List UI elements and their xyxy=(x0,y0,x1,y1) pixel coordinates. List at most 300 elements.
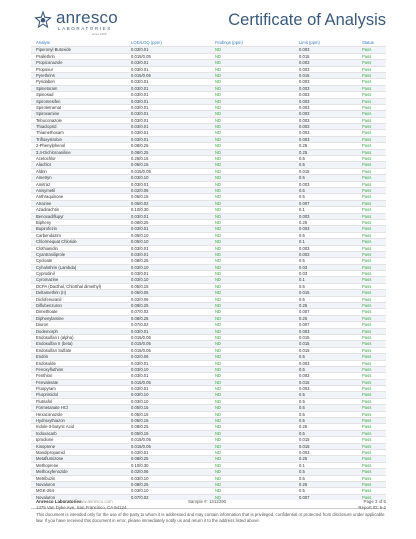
cell-analyte: Acetochlor xyxy=(36,156,56,162)
cell-analyte: Methoxyfenozide xyxy=(36,469,68,475)
cell-status: Pass xyxy=(362,194,372,200)
cell-status: Pass xyxy=(362,136,372,142)
cell-status: Pass xyxy=(362,328,372,334)
cell-analyte: Novaluron xyxy=(36,481,56,487)
cell-findings: ND xyxy=(215,130,222,136)
cell-findings: ND xyxy=(215,53,222,59)
cell-lod-loq: 0.03/0.10 xyxy=(131,488,149,494)
cell-limit: 0.003 xyxy=(299,360,310,366)
cell-status: Pass xyxy=(362,149,372,155)
cell-analyte: Metaflumizone xyxy=(36,456,64,462)
cell-limit: 0.007 xyxy=(299,322,310,328)
cell-status: Pass xyxy=(362,117,372,123)
cell-limit: 0.003 xyxy=(299,117,310,123)
cell-limit: 0.5 xyxy=(299,187,305,193)
cell-status: Pass xyxy=(362,251,372,257)
cell-lod-loq: 0.015/0.05 xyxy=(131,168,151,174)
cell-status: Pass xyxy=(362,360,372,366)
cell-analyte: Anthraquinone xyxy=(36,194,64,200)
cell-analyte: Spinosad xyxy=(36,92,54,98)
cell-status: Pass xyxy=(362,392,372,398)
cell-lod-loq: 0.03/0.01 xyxy=(131,98,149,104)
cell-analyte: Indole-3-butyric Acid xyxy=(36,424,74,430)
cell-lod-loq: 0.03/0.01 xyxy=(131,271,149,277)
cell-analyte: Endosulfan Sulfate xyxy=(36,347,72,353)
cell-analyte: Hydroxythiazon xyxy=(36,418,65,424)
cell-findings: ND xyxy=(215,162,222,168)
cell-limit: 0.25 xyxy=(299,143,308,149)
cell-status: Pass xyxy=(362,85,372,91)
cell-limit: 0.003 xyxy=(299,181,310,187)
cell-status: Pass xyxy=(362,232,372,238)
cell-analyte: Chlormequat Chloride xyxy=(36,239,77,245)
cell-analyte: Cyhalothrin (Lambda) xyxy=(36,264,77,270)
cell-analyte: Iprodione xyxy=(36,437,54,443)
cell-status: Pass xyxy=(362,494,372,500)
cell-limit: 0.015 xyxy=(299,437,310,443)
cell-status: Pass xyxy=(362,398,372,404)
cell-analyte: Propoxur xyxy=(36,66,53,72)
cell-findings: ND xyxy=(215,124,222,130)
document-title: Certificate of Analysis xyxy=(228,11,386,29)
cell-status: Pass xyxy=(362,290,372,296)
cell-lod-loq: 0.07/0.02 xyxy=(131,322,149,328)
cell-lod-loq: 0.02/0.06 xyxy=(131,469,149,475)
cell-findings: ND xyxy=(215,251,222,257)
cell-findings: ND xyxy=(215,475,222,481)
cell-findings: ND xyxy=(215,424,222,430)
footer-address: 1375 Van Dyke Ave, San Francisco, CA 94124 xyxy=(36,505,127,510)
cell-lod-loq: 0.03/0.01 xyxy=(131,213,149,219)
cell-lod-loq: 0.03/0.01 xyxy=(131,328,149,334)
cell-limit: 0.5 xyxy=(299,392,305,398)
cell-lod-loq: 0.05/0.15 xyxy=(131,283,149,289)
cell-findings: ND xyxy=(215,149,222,155)
cell-status: Pass xyxy=(362,181,372,187)
cell-analyte: Atrazine xyxy=(36,200,52,206)
cell-findings: ND xyxy=(215,219,222,225)
cell-lod-loq: 0.05/0.02 xyxy=(131,200,149,206)
cell-lod-loq: 0.015/0.05 xyxy=(131,72,151,78)
cell-findings: ND xyxy=(215,437,222,443)
cell-lod-loq: 0.07/0.02 xyxy=(131,494,149,500)
cell-status: Pass xyxy=(362,187,372,193)
cell-lod-loq: 0.08/0.25 xyxy=(131,424,149,430)
cell-findings: ND xyxy=(215,379,222,385)
cell-lod-loq: 0.05/0.05 xyxy=(131,290,149,296)
cell-status: Pass xyxy=(362,175,372,181)
cell-limit: 0.5 xyxy=(299,232,305,238)
cell-status: Pass xyxy=(362,162,372,168)
cell-lod-loq: 0.015/0.05 xyxy=(131,334,151,340)
cell-status: Pass xyxy=(362,226,372,232)
cell-lod-loq: 0.07/0.02 xyxy=(131,309,149,315)
cell-findings: ND xyxy=(215,296,222,302)
cell-analyte: Amitraz xyxy=(36,181,51,187)
cell-status: Pass xyxy=(362,245,372,251)
cell-status: Pass xyxy=(362,53,372,59)
cell-status: Pass xyxy=(362,411,372,417)
cell-findings: ND xyxy=(215,411,222,417)
cell-limit: 0.5 xyxy=(299,283,305,289)
cell-analyte: Benoxadiflupyr xyxy=(36,213,64,219)
cell-limit: 0.003 xyxy=(299,60,310,66)
cell-analyte: Pyridaben xyxy=(36,79,55,85)
cell-lod-loq: 0.015/0.05 xyxy=(131,379,151,385)
cell-lod-loq: 0.03/0.10 xyxy=(131,277,149,283)
cell-analyte: Flurprimidol xyxy=(36,392,58,398)
cell-findings: ND xyxy=(215,366,222,372)
column-header-findings: Findings (ppm) xyxy=(215,40,243,45)
cell-findings: ND xyxy=(215,168,222,174)
cell-findings: ND xyxy=(215,175,222,181)
cell-status: Pass xyxy=(362,143,372,149)
cell-status: Pass xyxy=(362,430,372,436)
cell-status: Pass xyxy=(362,373,372,379)
cell-analyte: Methoprene xyxy=(36,462,59,468)
cell-limit: 0.003 xyxy=(299,251,310,257)
cell-findings: ND xyxy=(215,232,222,238)
footer-sample-number: Sample #: 1312290 xyxy=(188,499,227,504)
cell-lod-loq: 0.03/0.01 xyxy=(131,117,149,123)
cell-limit: 0.5 xyxy=(299,296,305,302)
cell-findings: ND xyxy=(215,271,222,277)
cell-limit: 0.015 xyxy=(299,379,310,385)
cell-analyte: Azadirachtin xyxy=(36,207,60,213)
cell-status: Pass xyxy=(362,104,372,110)
cell-analyte: Prallethrin xyxy=(36,53,55,59)
cell-limit: 0.5 xyxy=(299,405,305,411)
cell-status: Pass xyxy=(362,379,372,385)
cell-limit: 0.003 xyxy=(299,328,310,334)
cell-status: Pass xyxy=(362,296,372,302)
cell-limit: 0.015 xyxy=(299,341,310,347)
cell-lod-loq: 0.03/0.01 xyxy=(131,111,149,117)
cell-lod-loq: 0.05/0.10 xyxy=(131,232,149,238)
cell-lod-loq: 0.08/0.25 xyxy=(131,456,149,462)
cell-limit: 0.003 xyxy=(299,450,310,455)
cell-analyte: Endosulfan I (alpha) xyxy=(36,334,74,340)
cell-findings: ND xyxy=(215,430,222,436)
cell-limit: 0.015 xyxy=(299,347,310,353)
cell-analyte: Tebuconazole xyxy=(36,117,62,123)
cell-lod-loq: 0.08/0.25 xyxy=(131,219,149,225)
cell-analyte: Diuron xyxy=(36,322,49,328)
cell-lod-loq: 0.015/0.05 xyxy=(131,437,151,443)
cell-status: Pass xyxy=(362,469,372,475)
cell-status: Pass xyxy=(362,315,372,321)
cell-analyte: Cyprodinil xyxy=(36,271,55,277)
cell-lod-loq: 0.03/0.01 xyxy=(131,251,149,257)
cell-limit: 0.5 xyxy=(299,258,305,264)
cell-status: Pass xyxy=(362,418,372,424)
cell-lod-loq: 0.03/0.01 xyxy=(131,181,149,187)
cell-findings: ND xyxy=(215,156,222,162)
cell-limit: 0.003 xyxy=(299,66,310,72)
cell-analyte: Cyromazine xyxy=(36,277,59,283)
cell-analyte: Bupirofezin xyxy=(36,226,57,232)
cell-analyte: Deltamethrin (II) xyxy=(36,290,67,296)
cell-limit: 0.5 xyxy=(299,469,305,475)
cell-findings: ND xyxy=(215,194,222,200)
cell-findings: ND xyxy=(215,360,222,366)
footer-page-number: Page 3 of 5 xyxy=(363,499,386,504)
cell-findings: ND xyxy=(215,92,222,98)
cell-analyte: Diclofenuranil xyxy=(36,296,62,302)
cell-limit: 0.25 xyxy=(299,315,308,321)
cell-lod-loq: 0.03/0.01 xyxy=(131,47,149,53)
cell-lod-loq: 0.03/0.10 xyxy=(131,264,149,270)
cell-limit: 0.5 xyxy=(299,194,305,200)
cell-limit: 0.1 xyxy=(299,462,305,468)
cell-findings: ND xyxy=(215,315,222,321)
cell-findings: ND xyxy=(215,373,222,379)
cell-status: Pass xyxy=(362,488,372,494)
cell-analyte: Thiamethoxam xyxy=(36,130,64,136)
cell-analyte: Fenvalerate xyxy=(36,379,59,385)
cell-status: Pass xyxy=(362,258,372,264)
cell-limit: 0.5 xyxy=(299,162,305,168)
anresco-logo-icon xyxy=(34,11,52,29)
cell-status: Pass xyxy=(362,213,372,219)
cell-analyte: Flutriafol xyxy=(36,398,53,404)
cell-findings: ND xyxy=(215,354,222,360)
cell-limit: 0.003 xyxy=(299,104,310,110)
cell-limit: 0.003 xyxy=(299,92,310,98)
cell-findings: ND xyxy=(215,443,222,449)
cell-limit: 0.5 xyxy=(299,488,305,494)
cell-status: Pass xyxy=(362,47,372,53)
cell-limit: 0.25 xyxy=(299,149,308,155)
cell-findings: ND xyxy=(215,277,222,283)
cell-findings: ND xyxy=(215,181,222,187)
cell-status: Pass xyxy=(362,283,372,289)
cell-status: Pass xyxy=(362,92,372,98)
cell-analyte: 2-Phenylphenol xyxy=(36,143,66,149)
table-body xyxy=(31,46,386,500)
cell-status: Pass xyxy=(362,264,372,270)
cell-findings: ND xyxy=(215,111,222,117)
cell-findings: ND xyxy=(215,239,222,245)
cell-lod-loq: 0.03/0.01 xyxy=(131,92,149,98)
cell-lod-loq: 0.03/0.10 xyxy=(131,398,149,404)
cell-limit: 0.25 xyxy=(299,303,308,309)
cell-status: Pass xyxy=(362,481,372,487)
cell-limit: 0.25 xyxy=(299,456,308,462)
cell-analyte: MGK-264 xyxy=(36,488,54,494)
cell-lod-loq: 0.03/0.01 xyxy=(131,226,149,232)
logo-subtitle: LABORATORIES xyxy=(58,26,112,31)
cell-findings: ND xyxy=(215,79,222,85)
cell-findings: ND xyxy=(215,143,222,149)
cell-status: Pass xyxy=(362,66,372,72)
cell-lod-loq: 0.03/0.01 xyxy=(131,124,149,130)
cell-limit: 0.015 xyxy=(299,168,310,174)
cell-status: Pass xyxy=(362,456,372,462)
cell-lod-loq: 0.08/0.25 xyxy=(131,303,149,309)
cell-limit: 0.5 xyxy=(299,156,305,162)
cell-lod-loq: 0.015/0.05 xyxy=(131,53,151,59)
cell-analyte: Pyrethrins xyxy=(36,72,55,78)
cell-limit: 0.5 xyxy=(299,418,305,424)
cell-analyte: Thiacloprid xyxy=(36,124,57,130)
cell-status: Pass xyxy=(362,239,372,245)
cell-findings: ND xyxy=(215,450,222,455)
cell-status: Pass xyxy=(362,341,372,347)
cell-limit: 0.1 xyxy=(299,277,305,283)
cell-status: Pass xyxy=(362,475,372,481)
company-logo xyxy=(34,9,144,35)
cell-findings: ND xyxy=(215,85,222,91)
cell-limit: 0.5 xyxy=(299,430,305,436)
cell-findings: ND xyxy=(215,200,222,206)
cell-findings: ND xyxy=(215,290,222,296)
cell-status: Pass xyxy=(362,366,372,372)
cell-findings: ND xyxy=(215,341,222,347)
cell-analyte: Dimethoate xyxy=(36,309,58,315)
cell-limit: 0.003 xyxy=(299,245,310,251)
cell-lod-loq: 0.03/0.01 xyxy=(131,104,149,110)
cell-lod-loq: 0.03/0.01 xyxy=(131,85,149,91)
logo-since: since 1965 xyxy=(92,32,107,36)
cell-lod-loq: 0.03/0.01 xyxy=(131,136,149,142)
cell-findings: ND xyxy=(215,283,222,289)
cell-analyte: Diphenylamine xyxy=(36,315,64,321)
cell-status: Pass xyxy=(362,60,372,66)
cell-analyte: Piperonyl Butoxide xyxy=(36,47,71,53)
cell-lod-loq: 0.03/0.10 xyxy=(131,175,149,181)
cell-lod-loq: 0.03/0.10 xyxy=(131,475,149,481)
cell-status: Pass xyxy=(362,303,372,309)
cell-lod-loq: 0.03/0.01 xyxy=(131,386,149,392)
cell-findings: ND xyxy=(215,98,222,104)
cell-limit: 0.003 xyxy=(299,47,310,53)
cell-lod-loq: 0.03/0.10 xyxy=(131,392,149,398)
cell-status: Pass xyxy=(362,450,372,455)
cell-status: Pass xyxy=(362,79,372,85)
cell-limit: 0.007 xyxy=(299,309,310,315)
logo-name: anresco xyxy=(56,8,118,27)
cell-findings: ND xyxy=(215,226,222,232)
cell-findings: ND xyxy=(215,187,222,193)
cell-limit: 0.5 xyxy=(299,354,305,360)
cell-status: Pass xyxy=(362,277,372,283)
cell-limit: 0.007 xyxy=(299,200,310,206)
cell-findings: ND xyxy=(215,386,222,392)
cell-status: Pass xyxy=(362,322,372,328)
cell-limit: 0.03 xyxy=(299,271,308,277)
cell-analyte: Hexaconazole xyxy=(36,411,63,417)
cell-lod-loq: 0.05/0.15 xyxy=(131,162,149,168)
cell-status: Pass xyxy=(362,200,372,206)
cell-lod-loq: 0.03/0.01 xyxy=(131,79,149,85)
cell-findings: ND xyxy=(215,264,222,270)
column-header-analyte: Analyte xyxy=(36,40,50,45)
cell-lod-loq: 0.015/0.05 xyxy=(131,347,151,353)
cell-limit: 0.003 xyxy=(299,136,310,142)
cell-analyte: Cyantraniliprole xyxy=(36,251,66,257)
cell-findings: ND xyxy=(215,213,222,219)
cell-limit: 0.015 xyxy=(299,443,310,449)
cell-limit: 0.003 xyxy=(299,124,310,130)
cell-limit: 0.003 xyxy=(299,79,310,85)
cell-findings: ND xyxy=(215,405,222,411)
cell-limit: 0.015 xyxy=(299,53,310,59)
cell-lod-loq: 0.08/0.25 xyxy=(131,149,149,155)
cell-analyte: 3,4-Dichloroaniline xyxy=(36,149,71,155)
cell-status: Pass xyxy=(362,130,372,136)
cell-limit: 0.015 xyxy=(299,290,310,296)
cell-analyte: Formetanate HCl xyxy=(36,405,68,411)
cell-limit: 0.007 xyxy=(299,494,310,500)
footer-report-id: Report ID: 5-2 xyxy=(358,505,386,510)
footer-disclaimer: This document is intended only for the use of the party to whom it is addressed and may contain information that is privileged, confidential or protected from disclosure under applicable law. If you have received this document in error, please immediately notify us and return it to the address listed above. xyxy=(36,512,385,523)
cell-status: Pass xyxy=(362,424,372,430)
cell-findings: ND xyxy=(215,481,222,487)
cell-analyte: Spiroxamine xyxy=(36,111,60,117)
cell-lod-loq: 0.10/0.30 xyxy=(131,462,149,468)
cell-analyte: Anisymetil xyxy=(36,187,56,193)
cell-limit: 0.003 xyxy=(299,386,310,392)
cell-findings: ND xyxy=(215,245,222,251)
column-header-lod-loq: LOD/LOQ (ppm) xyxy=(131,40,162,45)
cell-limit: 0.015 xyxy=(299,334,310,340)
cell-status: Pass xyxy=(362,462,372,468)
cell-limit: 0.015 xyxy=(299,72,310,78)
cell-status: Pass xyxy=(362,309,372,315)
cell-limit: 0.5 xyxy=(299,398,305,404)
cell-analyte: Fluopyram xyxy=(36,386,56,392)
cell-analyte: Diflubenzuron xyxy=(36,303,62,309)
cell-analyte: DCPA (Dacthal, Chlorthal dimethyl) xyxy=(36,283,102,289)
cell-limit: 0.003 xyxy=(299,85,310,91)
cell-status: Pass xyxy=(362,443,372,449)
cell-lod-loq: 0.015/0.05 xyxy=(131,341,151,347)
cell-lod-loq: 0.05/0.15 xyxy=(131,418,149,424)
cell-lod-loq: 0.02/0.06 xyxy=(131,296,149,302)
cell-limit: 0.1 xyxy=(299,207,305,213)
footer-lab-name: Anresco Laboratories xyxy=(36,499,82,504)
cell-lod-loq: 0.05/0.15 xyxy=(131,430,149,436)
cell-lod-loq: 0.08/0.25 xyxy=(131,143,149,149)
cell-status: Pass xyxy=(362,347,372,353)
cell-limit: 0.003 xyxy=(299,213,310,219)
cell-findings: ND xyxy=(215,60,222,66)
cell-findings: ND xyxy=(215,347,222,353)
cell-analyte: Fenthion xyxy=(36,373,53,379)
cell-status: Pass xyxy=(362,334,372,340)
column-header-limit: Limit (ppm) xyxy=(299,40,320,45)
cell-analyte: Carbendazim xyxy=(36,232,61,238)
cell-status: Pass xyxy=(362,111,372,117)
cell-analyte: Fenoxyfluthion xyxy=(36,366,64,372)
cell-lod-loq: 0.02/0.06 xyxy=(131,187,149,193)
cell-analyte: Dodemorph xyxy=(36,328,58,334)
cell-limit: 0.003 xyxy=(299,111,310,117)
cell-lod-loq: 0.03/0.01 xyxy=(131,373,149,379)
cell-status: Pass xyxy=(362,386,372,392)
cell-findings: ND xyxy=(215,418,222,424)
cell-lod-loq: 0.03/0.01 xyxy=(131,360,149,366)
cell-status: Pass xyxy=(362,271,372,277)
cell-lod-loq: 0.03/0.01 xyxy=(131,450,149,455)
cell-limit: 0.25 xyxy=(299,481,308,487)
cell-status: Pass xyxy=(362,354,372,360)
cell-limit: 0.03 xyxy=(299,264,308,270)
cell-findings: ND xyxy=(215,136,222,142)
cell-findings: ND xyxy=(215,494,222,500)
cell-analyte: Endosulfan II (beta) xyxy=(36,341,73,347)
